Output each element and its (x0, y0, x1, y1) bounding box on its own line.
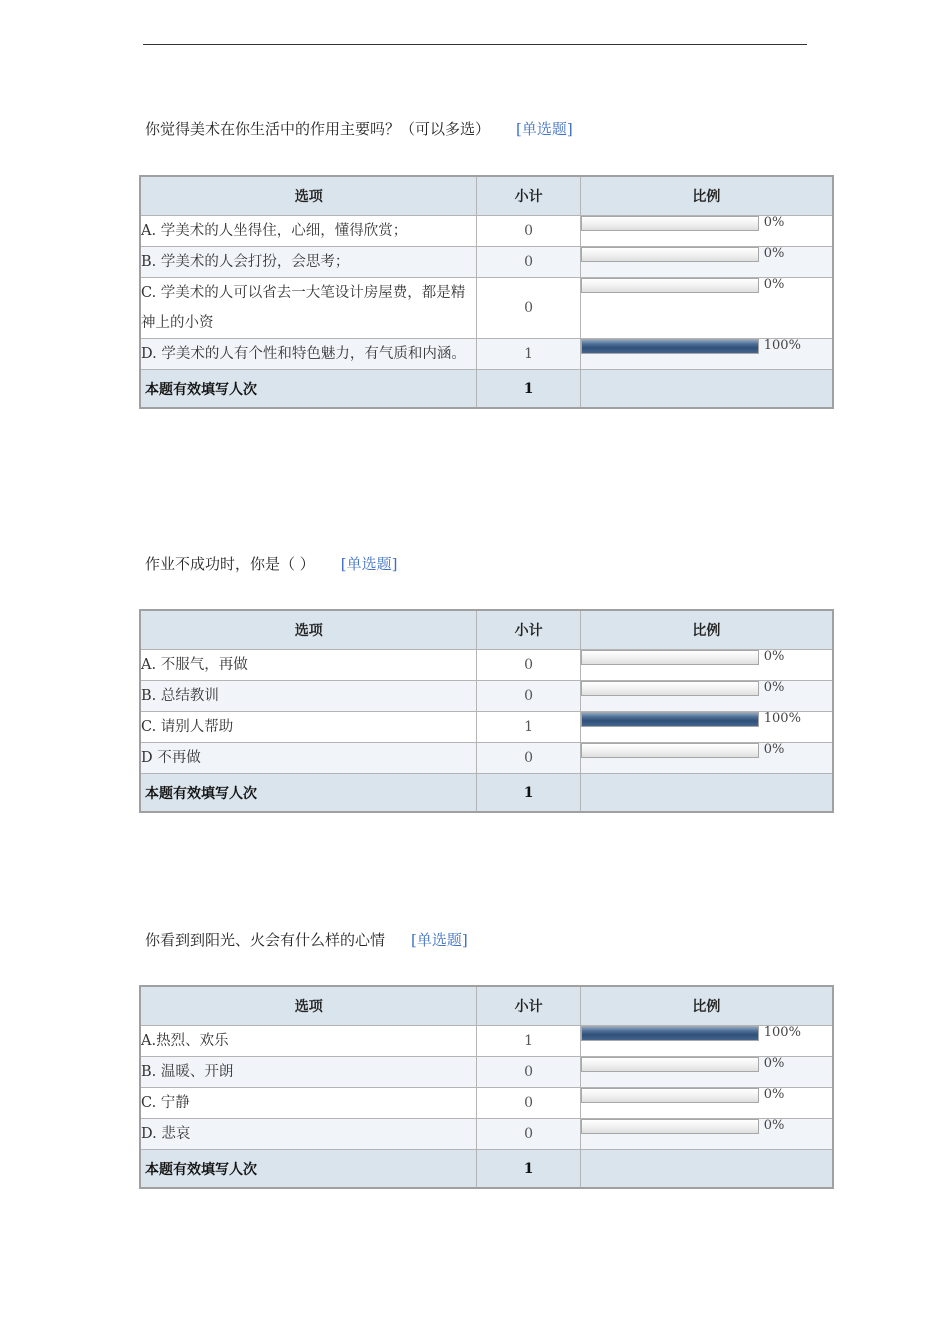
question-text: 作业不成功时，你是（ ） (145, 555, 315, 573)
option-count: 0 (477, 650, 580, 681)
ratio-bar (581, 1057, 759, 1072)
option-count: 1 (477, 339, 580, 370)
ratio-bar-fill (582, 340, 758, 353)
table-header-row (140, 176, 833, 216)
option-ratio (580, 1119, 833, 1150)
result-table (139, 985, 834, 1189)
ratio-percent: 0% (763, 277, 785, 292)
option-ratio (580, 1026, 833, 1057)
result-table (139, 609, 834, 813)
ratio-bar (581, 216, 759, 231)
ratio-percent: 0% (763, 649, 785, 664)
question-text: 你觉得美术在你生活中的作用主要吗？（可以多选） (145, 120, 491, 138)
question-2 (139, 554, 834, 813)
option-count: 0 (477, 1119, 580, 1150)
table-row (140, 1057, 833, 1088)
table-row (140, 278, 833, 339)
header-ratio: 比例 (580, 176, 833, 216)
ratio-percent: 0% (763, 742, 785, 757)
header-count: 小计 (477, 176, 580, 216)
option-ratio (580, 1057, 833, 1088)
option-ratio (580, 681, 833, 712)
table-row (140, 650, 833, 681)
option-label: C. 请别人帮助 (140, 712, 477, 743)
option-label: C. 学美术的人可以省去一大笔设计房屋费，都是精神上的小资 (140, 278, 477, 339)
table-row (140, 743, 833, 774)
total-blank (580, 370, 833, 409)
ratio-bar (581, 339, 759, 354)
option-ratio (580, 247, 833, 278)
table-row (140, 1119, 833, 1150)
total-row (140, 1150, 833, 1189)
question-1 (139, 119, 834, 409)
option-count: 0 (477, 216, 580, 247)
total-blank (580, 774, 833, 813)
question-title (145, 119, 834, 139)
option-ratio (580, 743, 833, 774)
option-count: 0 (477, 681, 580, 712)
ratio-percent: 0% (763, 1118, 785, 1133)
ratio-bar (581, 681, 759, 696)
question-type-link[interactable]: [单选题] (516, 120, 573, 138)
ratio-bar (581, 743, 759, 758)
option-label: A. 学美术的人坐得住，心细，懂得欣赏； (140, 216, 477, 247)
ratio-bar (581, 712, 759, 727)
table-row (140, 216, 833, 247)
total-count: 1 (477, 1150, 580, 1189)
ratio-bar (581, 1088, 759, 1103)
option-count: 0 (477, 1088, 580, 1119)
table-header-row (140, 610, 833, 650)
option-ratio (580, 278, 833, 339)
ratio-bar (581, 278, 759, 293)
option-ratio (580, 650, 833, 681)
ratio-bar (581, 247, 759, 262)
option-label: B. 学美术的人会打扮，会思考； (140, 247, 477, 278)
table-row (140, 1026, 833, 1057)
option-ratio (580, 712, 833, 743)
ratio-percent: 0% (763, 1056, 785, 1071)
option-label: B. 总结教训 (140, 681, 477, 712)
table-row (140, 247, 833, 278)
option-count: 0 (477, 278, 580, 339)
ratio-percent: 100% (763, 1025, 801, 1040)
total-count: 1 (477, 370, 580, 409)
total-row (140, 774, 833, 813)
option-count: 0 (477, 247, 580, 278)
option-label: D 不再做 (140, 743, 477, 774)
header-ratio: 比例 (580, 986, 833, 1026)
question-3 (139, 930, 834, 1189)
option-label: B. 温暖、开朗 (140, 1057, 477, 1088)
ratio-bar-fill (582, 713, 758, 726)
ratio-bar (581, 1026, 759, 1041)
option-count: 0 (477, 743, 580, 774)
total-label: 本题有效填写人次 (140, 1150, 477, 1189)
header-count: 小计 (477, 986, 580, 1026)
table-row (140, 712, 833, 743)
total-label: 本题有效填写人次 (140, 774, 477, 813)
option-count: 1 (477, 712, 580, 743)
top-rule (143, 44, 807, 45)
ratio-percent: 100% (763, 711, 801, 726)
result-table (139, 175, 834, 409)
ratio-percent: 0% (763, 680, 785, 695)
table-row (140, 1088, 833, 1119)
option-label: C. 宁静 (140, 1088, 477, 1119)
ratio-bar (581, 650, 759, 665)
total-blank (580, 1150, 833, 1189)
option-ratio (580, 339, 833, 370)
ratio-bar (581, 1119, 759, 1134)
total-label: 本题有效填写人次 (140, 370, 477, 409)
table-header-row (140, 986, 833, 1026)
ratio-bar-fill (582, 1027, 758, 1040)
option-label: D. 悲哀 (140, 1119, 477, 1150)
table-row (140, 339, 833, 370)
header-count: 小计 (477, 610, 580, 650)
question-text: 你看到到阳光、火会有什么样的心情 (145, 931, 386, 949)
header-option: 选项 (140, 986, 477, 1026)
ratio-percent: 0% (763, 215, 785, 230)
option-label: A. 不服气，再做 (140, 650, 477, 681)
ratio-percent: 0% (763, 246, 785, 261)
question-type-link[interactable]: [单选题] (411, 931, 468, 949)
option-label: A.热烈、欢乐 (140, 1026, 477, 1057)
ratio-percent: 100% (763, 338, 801, 353)
ratio-percent: 0% (763, 1087, 785, 1102)
header-option: 选项 (140, 610, 477, 650)
total-count: 1 (477, 774, 580, 813)
header-option: 选项 (140, 176, 477, 216)
option-ratio (580, 216, 833, 247)
option-count: 0 (477, 1057, 580, 1088)
header-ratio: 比例 (580, 610, 833, 650)
option-count: 1 (477, 1026, 580, 1057)
table-row (140, 681, 833, 712)
total-row (140, 370, 833, 409)
option-label: D. 学美术的人有个性和特色魅力，有气质和内涵。 (140, 339, 477, 370)
question-type-link[interactable]: [单选题] (340, 555, 398, 573)
option-ratio (580, 1088, 833, 1119)
question-title (145, 554, 834, 574)
question-title (145, 930, 834, 950)
